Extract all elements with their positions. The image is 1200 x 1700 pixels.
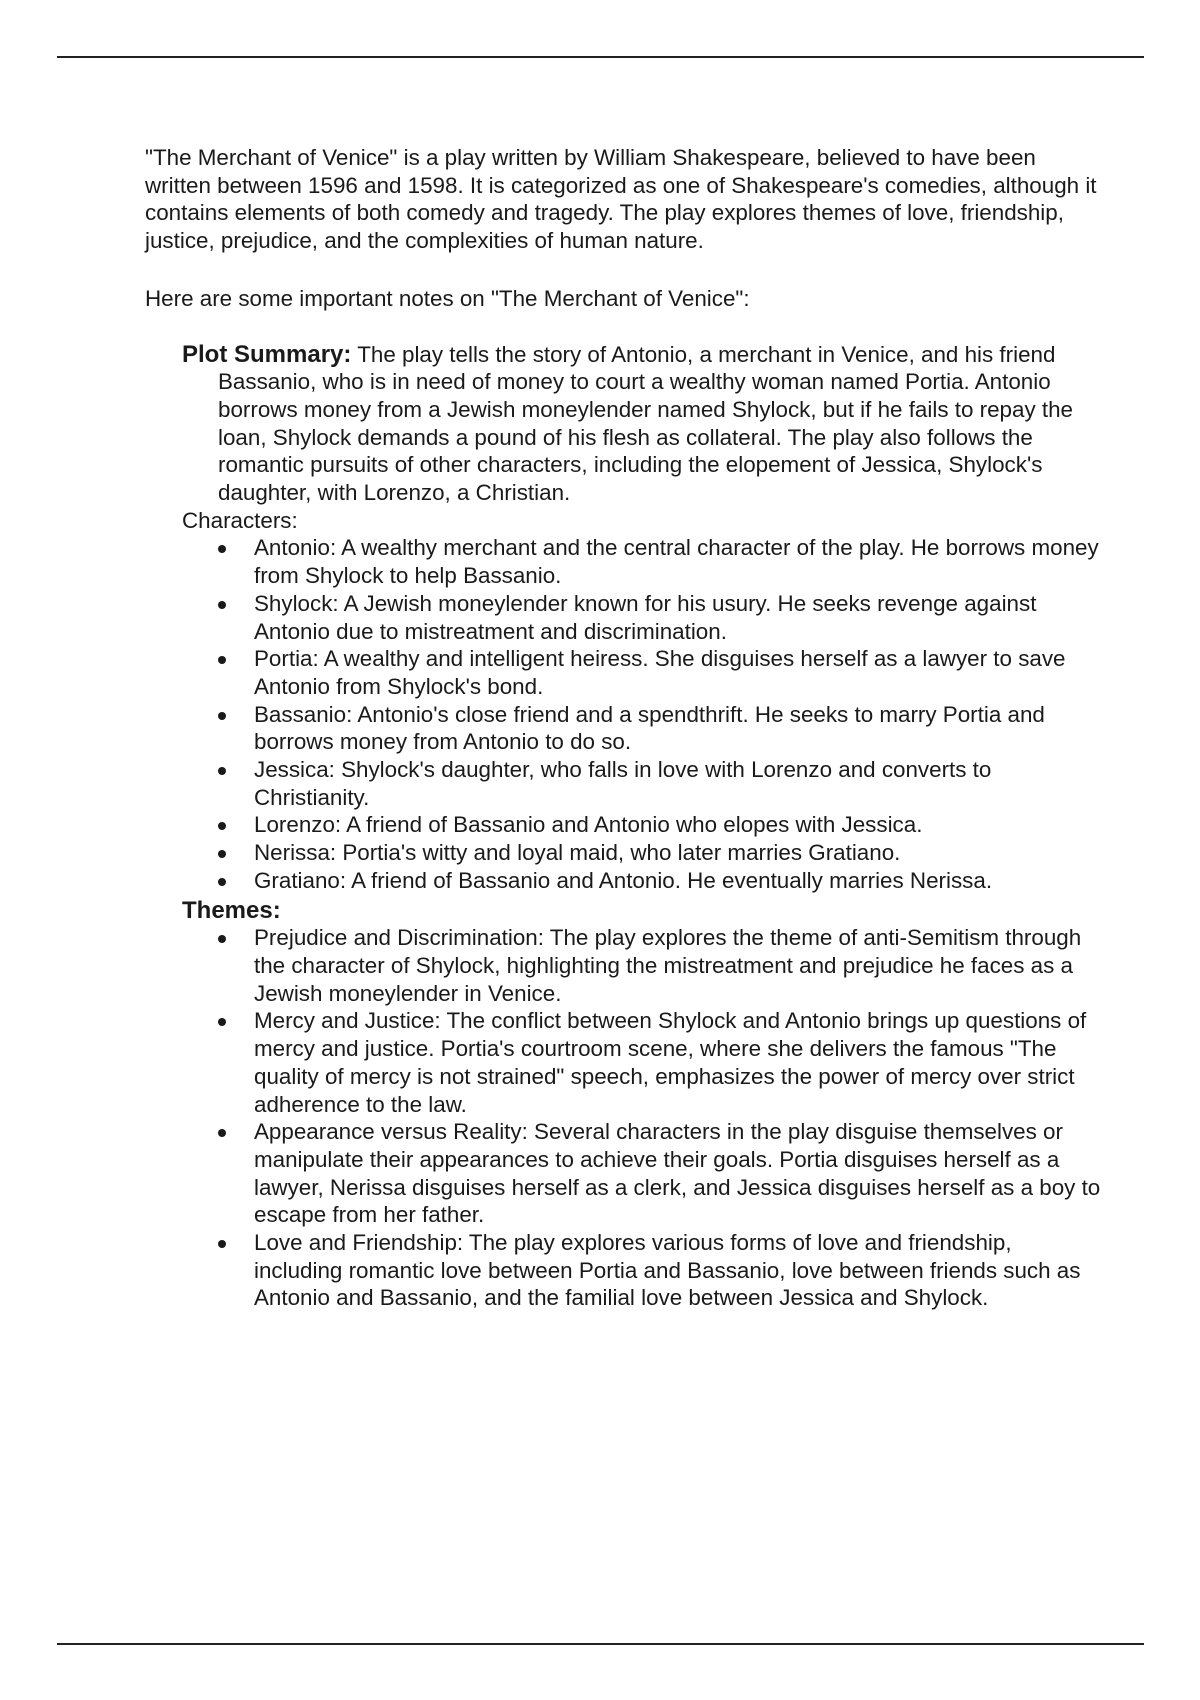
list-item: Bassanio: Antonio's close friend and a spendthrift. He seeks to marry Portia and borrows money from Antonio to do so.: [254, 701, 1105, 756]
list-item: Shylock: A Jewish moneylender known for his usury. He seeks revenge against Antonio due to mistreatment and discrimination.: [254, 590, 1105, 645]
list-item: Antonio: A wealthy merchant and the central character of the play. He borrows money from Shylock to help Bassanio.: [254, 534, 1105, 589]
list-item: Love and Friendship: The play explores various forms of love and friendship, including romantic love between Portia and Bassanio, love between friends such as Antonio and Bassanio, and the familial love between Jessica and Shylock.: [254, 1229, 1105, 1312]
bullet-icon: [218, 850, 226, 858]
list-item: Gratiano: A friend of Bassanio and Antonio. He eventually marries Nerissa.: [254, 867, 1105, 895]
bullet-icon: [218, 1129, 226, 1137]
characters-heading: Characters:: [182, 507, 298, 533]
themes-heading: Themes:: [182, 896, 281, 924]
plot-summary-heading: Plot Summary:: [182, 340, 352, 368]
bullet-icon: [218, 656, 226, 664]
bullet-icon: [218, 1018, 226, 1026]
list-item: Prejudice and Discrimination: The play explores the theme of anti-Semitism through the character of Shylock, highlighting the mistreatment and prejudice he faces as a Jewish moneylender in Venice.: [254, 924, 1105, 1007]
list-item: Jessica: Shylock's daughter, who falls in love with Lorenzo and converts to Christianity.: [254, 756, 1105, 811]
bullet-icon: [218, 601, 226, 609]
document-body: [145, 144, 1105, 1312]
list-item: Appearance versus Reality: Several characters in the play disguise themselves or manipulate their appearances to achieve their goals. Portia disguises herself as a lawyer, Nerissa disguises herself as a clerk, and Jessica disguises herself as a boy to escape from her father.: [254, 1118, 1105, 1229]
plot-summary-text: The play tells the story of Antonio, a merchant in Venice, and his friend Bassanio, who is in need of money to court a wealthy woman named Portia. Antonio borrows money from a Jewish moneylender named Shylock, but if he fails to repay the loan, Shylock demands a pound of his flesh as collateral. The play also follows the romantic pursuits of other characters, including the elopement of Jessica, Shylock's daughter, with Lorenzo, a Christian.: [218, 341, 1073, 506]
bottom-rule: [57, 1643, 1144, 1645]
bullet-icon: [218, 878, 226, 886]
bullet-icon: [218, 767, 226, 775]
bullet-icon: [218, 935, 226, 943]
list-item: Lorenzo: A friend of Bassanio and Antonio who elopes with Jessica.: [254, 811, 1105, 839]
plot-summary: [182, 341, 1105, 507]
bullet-icon: [218, 1240, 226, 1248]
top-rule: [57, 56, 1144, 58]
bullet-icon: [218, 545, 226, 553]
characters-list: [145, 534, 1105, 894]
lead-paragraph: Here are some important notes on "The Merchant of Venice":: [145, 285, 750, 311]
themes-list: [145, 924, 1105, 1312]
intro-paragraph: "The Merchant of Venice" is a play written by William Shakespeare, believed to have been written between 1596 and 1598. It is categorized as one of Shakespeare's comedies, although it contains elements of both comedy and tragedy. The play explores themes of love, friendship, justice, prejudice, and the complexities of human nature.: [145, 145, 1097, 254]
list-item: Portia: A wealthy and intelligent heiress. She disguises herself as a lawyer to save Antonio from Shylock's bond.: [254, 645, 1105, 700]
list-item: Mercy and Justice: The conflict between Shylock and Antonio brings up questions of mercy and justice. Portia's courtroom scene, where she delivers the famous "The quality of mercy is not strained" speech, emphasizes the power of mercy over strict adherence to the law.: [254, 1007, 1105, 1118]
list-item: Nerissa: Portia's witty and loyal maid, who later marries Gratiano.: [254, 839, 1105, 867]
themes-section: [182, 897, 1105, 925]
bullet-icon: [218, 822, 226, 830]
bullet-icon: [218, 712, 226, 720]
notes-section: [182, 341, 1105, 535]
